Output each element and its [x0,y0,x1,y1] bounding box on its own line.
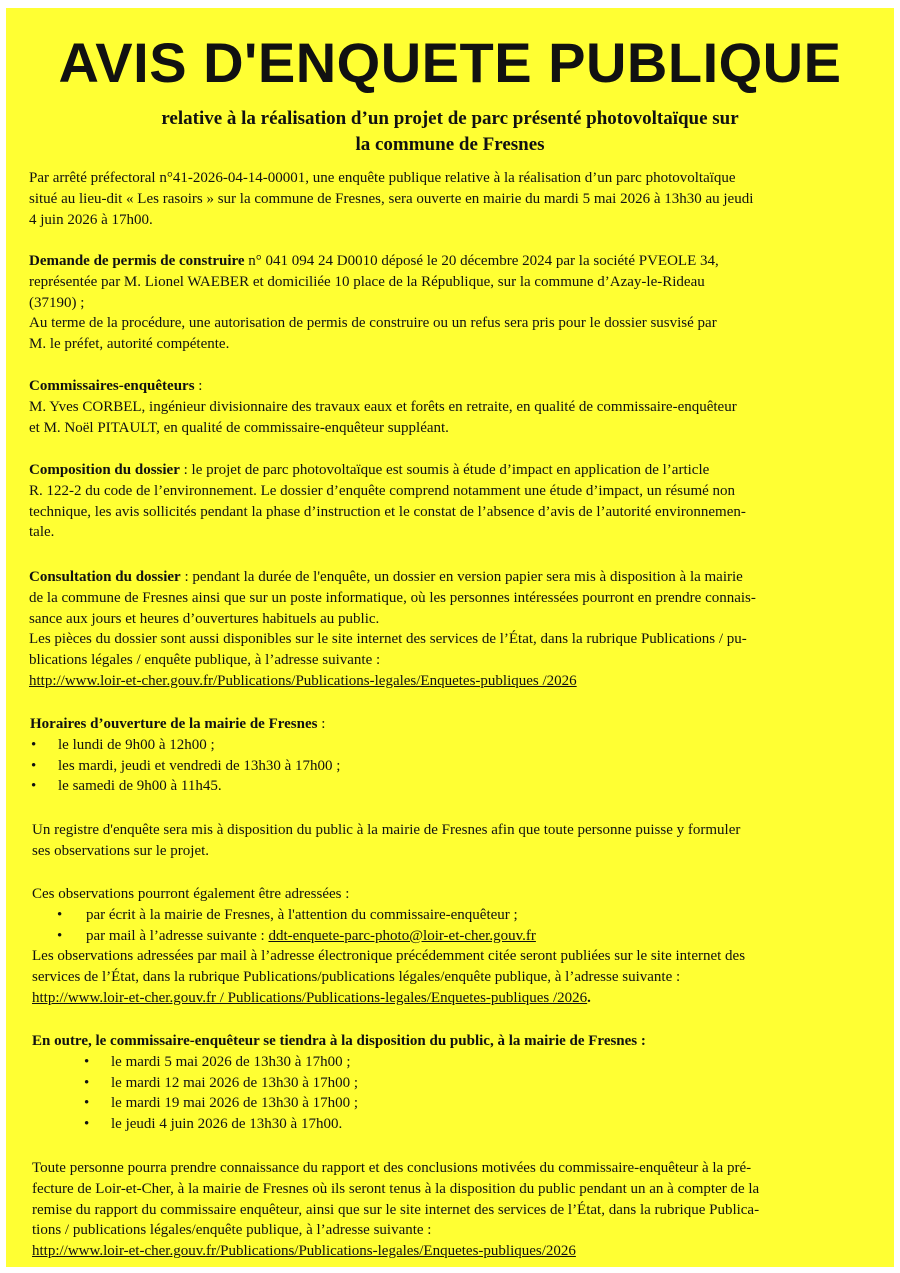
permanences-section [32,1031,646,1135]
composition-heading: Composition du dossier [29,462,180,478]
composition-line: tale. [29,524,55,541]
bullet-icon: • [57,927,63,944]
bullet-icon: • [84,1053,90,1070]
observations-intro: Ces observations pourront également être adressées : [32,886,350,902]
heading-suffix: : [317,716,326,732]
permis-line: représentée par M. Lionel WAEBER et domiciliée 10 place de la République, sur la commune d’Azay-le-Rideau [29,273,705,290]
permanence-item-text: le mardi 19 mai 2026 de 13h30 à 17h00 ; [111,1095,359,1112]
observations-item-text: par mail à l’adresse suivante : [86,927,269,944]
horaires-heading: Horaires d’ouverture de la mairie de Fresnes [30,716,318,732]
registre-line: Un registre d'enquête sera mis à disposition du public à la mairie de Fresnes afin que toute personne puisse y formuler [32,822,741,838]
horaires-item [30,756,340,777]
composition-line: : le projet de parc photovoltaïque est soumis à étude d’impact en application de l’article [179,462,710,478]
permis-line: (37190) ; [29,294,85,311]
permanence-item-text: le mardi 5 mai 2026 de 13h30 à 17h00 ; [111,1053,351,1070]
registre-paragraph [32,820,740,862]
notice-poster [6,8,894,1267]
horaires-item [30,776,340,797]
horaires-item-text: le samedi de 9h00 à 11h45. [58,778,222,795]
rapport-line: Toute personne pourra prendre connaissance du rapport et des conclusions motivées du commissaire-enquêteur à la pré- [32,1160,752,1176]
permanence-item-text: le jeudi 4 juin 2026 de 13h30 à 17h00. [111,1116,343,1133]
heading-suffix: : [194,378,203,394]
observations-item [32,926,745,947]
rapport-line: tions / publications légales/enquête publique, à l’adresse suivante : [32,1222,432,1239]
notice-title: AVIS D'ENQUETE PUBLIQUE [58,31,842,94]
permanence-item-text: le mardi 12 mai 2026 de 13h30 à 17h00 ; [111,1074,359,1091]
permanence-item [32,1052,646,1073]
consultation-heading: Consultation du dossier [29,569,181,585]
bullet-icon: • [31,757,37,774]
observations-line: Les observations adressées par mail à l’adresse électronique précédemment citée seront publiées sur le site internet des [32,948,746,965]
commissaires-section [29,376,737,438]
rapport-link[interactable]: http://www.loir-et-cher.gouv.fr/Publications/Publications-legales/Enquetes-publiques/2026 [32,1243,576,1260]
commissaires-line: M. Yves CORBEL, ingénieur divisionnaire des travaux eaux et forêts en retraite, en qualité de commissaire-enquêteur [29,398,737,415]
email-link[interactable]: ddt-enquete-parc-photo@loir-et-cher.gouv.fr [268,927,536,944]
composition-line: technique, les avis sollicités pendant la phase d’instruction et le constat de l’absence d’avis de l’autorité environnemen- [29,503,746,520]
permis-line: n° 041 094 24 D0010 déposé le 20 décembre 2024 par la société PVEOLE 34, [244,253,719,269]
subtitle-line: relative à la réalisation d’un projet de parc présenté photovoltaïque sur [161,108,739,129]
permis-heading: Demande de permis de construire [29,253,245,269]
notice-subtitle [66,106,834,158]
permanence-item [32,1073,646,1094]
consultation-line: sance aux jours et heures d’ouvertures habituels au public. [29,610,380,627]
permis-line: Au terme de la procédure, une autorisation de permis de construire ou un refus sera pris pour le dossier susvisé par [29,315,717,332]
permis-line: M. le préfet, autorité compétente. [29,336,230,353]
observations-item [32,905,745,926]
horaires-item [30,735,340,756]
consultation-line: de la commune de Fresnes ainsi que sur un poste informatique, où les personnes intéressées pourront en prendre connais- [29,589,756,606]
permanence-item [32,1114,646,1135]
observations-link[interactable]: http://www.loir-et-cher.gouv.fr / Publications/Publications-legales/Enquetes-publiques /2026 [32,989,588,1006]
commissaires-heading: Commissaires-enquêteurs [29,378,195,394]
bullet-icon: • [84,1116,90,1133]
bullet-icon: • [57,906,63,923]
bullet-icon: • [84,1074,90,1091]
link-suffix: . [587,989,591,1006]
permanences-heading: En outre, le commissaire-enquêteur se tiendra à la disposition du public, à la mairie de Fresnes : [32,1033,646,1049]
intro-line: 4 juin 2026 à 17h00. [29,211,153,228]
composition-line: R. 122-2 du code de l’environnement. Le dossier d’enquête comprend notamment une étude d’impact, un résumé non [29,482,736,499]
registre-line: ses observations sur le projet. [32,842,210,859]
horaires-section [30,714,340,797]
horaires-item-text: le lundi de 9h00 à 12h00 ; [58,736,215,753]
consultation-line: Les pièces du dossier sont aussi disponibles sur le site internet des services de l’État, dans la rubrique Publications / pu- [29,631,747,648]
rapport-line: remise du rapport du commissaire enquêteur, ainsi que sur le site internet des services de l’État, dans la rubrique Publica- [32,1201,760,1218]
intro-line: situé au lieu-dit « Les rasoirs » sur la commune de Fresnes, sera ouverte en mairie du mardi 5 mai 2026 à 13h30 au jeudi [29,190,754,207]
bullet-icon: • [31,778,37,795]
subtitle-line: la commune de Fresnes [355,134,545,155]
consultation-link[interactable]: http://www.loir-et-cher.gouv.fr/Publications/Publications-legales/Enquetes-publiques /2026 [29,672,577,689]
intro-paragraph [29,168,753,230]
permanence-item [32,1093,646,1114]
bullet-icon: • [31,736,37,753]
consultation-line: : pendant la durée de l'enquête, un dossier en version papier sera mis à disposition à la mairie [180,569,743,585]
bullet-icon: • [84,1095,90,1112]
composition-section [29,460,746,543]
consultation-section [29,567,756,692]
intro-line: Par arrêté préfectoral n°41-2026-04-14-00001, une enquête publique relative à la réalisation d’un parc photovoltaïque [29,170,736,186]
horaires-item-text: les mardi, jeudi et vendredi de 13h30 à 17h00 ; [58,757,341,774]
commissaires-line: et M. Noël PITAULT, en qualité de commissaire-enquêteur suppléant. [29,419,449,436]
rapport-line: fecture de Loir-et-Cher, à la mairie de Fresnes où ils seront tenus à la disposition du public pendant un an à compter de la [32,1180,760,1197]
observations-item-text: par écrit à la mairie de Fresnes, à l'attention du commissaire-enquêteur ; [86,906,518,923]
consultation-line: blications légales / enquête publique, à l’adresse suivante : [29,652,381,669]
observations-line: services de l’État, dans la rubrique Publications/publications légales/enquête publique, à l’adresse suivante : [32,969,681,986]
rapport-section [32,1158,759,1262]
permis-section [29,251,719,355]
observations-section [32,884,745,1009]
